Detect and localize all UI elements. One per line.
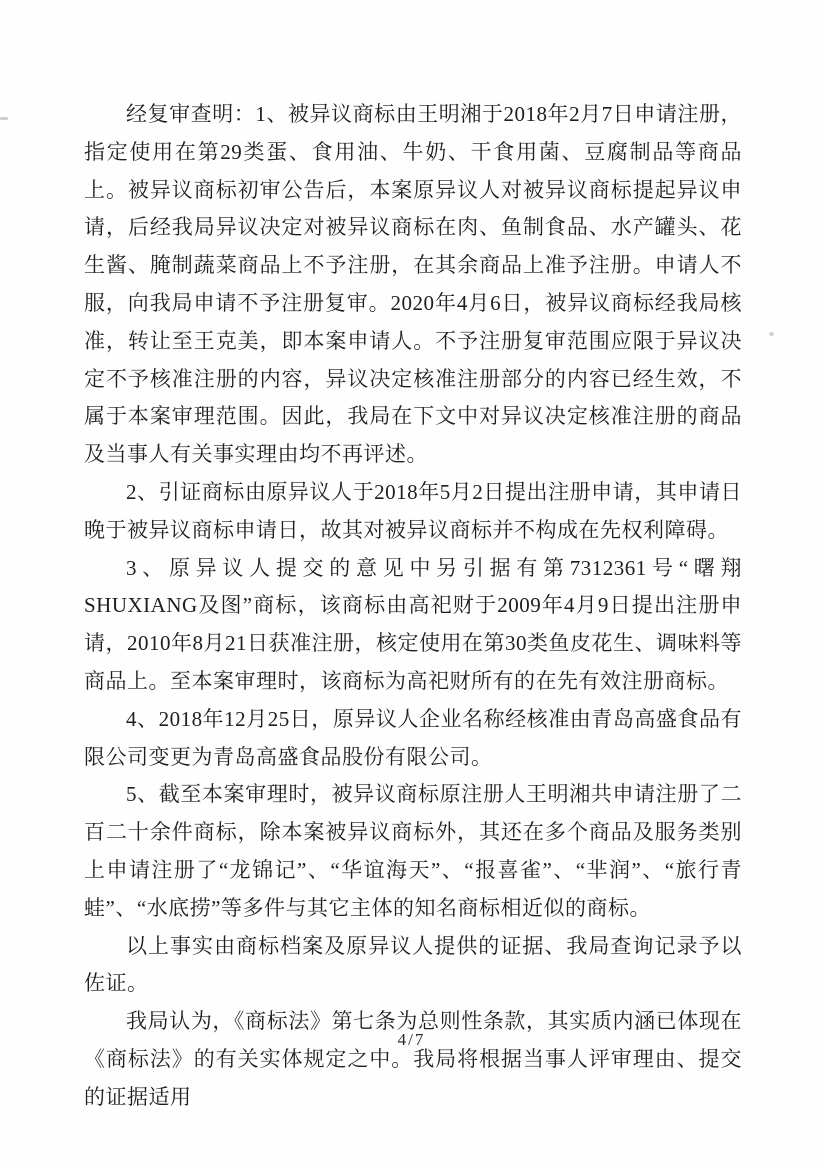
paragraph-findings-3: 3、原异议人提交的意见中另引据有第7312361号“曙翔 SHUXIANG及图”商标，该商标由高祀财于2009年4月9日提出注册申请，2010年8月21日获准注册，核定使用在第30类鱼皮花生、调味料等商品上。至本案审理时，该商标为高祀财所有的在先有效注册商标。 xyxy=(84,555,742,693)
paragraph-findings-5: 5、截至本案审理时，被异议商标原注册人王明湘共申请注册了二百二十余件商标，除本案被异议商标外，其还在多个商品及服务类别上申请注册了“龙锦记”、“华谊海天”、“报喜雀”、“芈润”、“旅行青蛙”、“水底捞”等多件与其它主体的知名商标相近似的商标。 xyxy=(84,782,742,920)
paragraph-findings-1: 经复审查明：1、被异议商标由王明湘于2018年2月7日申请注册，指定使用在第29类蛋、食用油、牛奶、干食用菌、豆腐制品等商品上。被异议商标初审公告后，本案原异议人对被异议商标提起异议申请，后经我局异议决定对被异议商标在肉、鱼制食品、水产罐头、花生酱、腌制蔬菜商品上不予注册，在其余商品上准予注册。申请人不服，向我局申请不予注册复审。2020年4月6日，被异议商标经我局核准，转让至王克美，即本案申请人。不予注册复审范围应限于异议决定不予核准注册的内容，异议决定核准注册部分的内容已经生效，不属于本案审理范围。因此，我局在下文中对异议决定核准注册的商品及当事人有关事实理由均不再评述。 xyxy=(84,102,742,467)
paragraph-opinion: 我局认为，《商标法》第七条为总则性条款，其实质内涵已体现在《商标法》的有关实体规定之中。我局将根据当事人评审理由、提交的证据适用 xyxy=(84,1009,742,1109)
document-body xyxy=(84,96,742,1117)
paragraph-evidence-note: 以上事实由商标档案及原异议人提供的证据、我局查询记录予以佐证。 xyxy=(84,933,742,996)
scan-artifact-left xyxy=(0,117,8,120)
scan-artifact-right xyxy=(769,332,774,336)
paragraph-findings-4: 4、2018年12月25日，原异议人企业名称经核准由青岛高盛食品有限公司变更为青岛高盛食品股份有限公司。 xyxy=(84,706,742,769)
paragraph-findings-2: 2、引证商标由原异议人于2018年5月2日提出注册申请，其申请日晚于被异议商标申请日，故其对被异议商标并不构成在先权利障碍。 xyxy=(84,479,742,542)
page-number: 4/7 xyxy=(397,1030,426,1049)
